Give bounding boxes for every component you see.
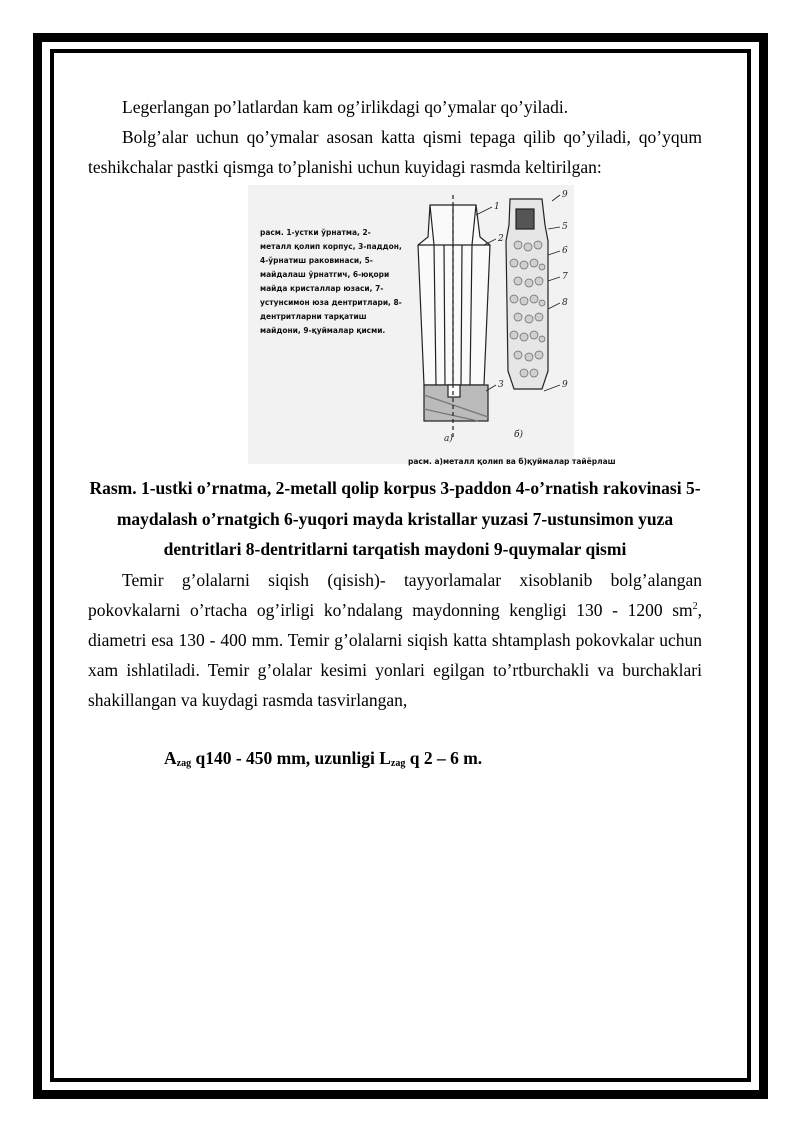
fig-num-4: 9	[562, 190, 568, 200]
fig-label-b: б)	[514, 430, 524, 440]
formula-end: q 2 – 6 m.	[405, 747, 483, 768]
paragraph-3-part-a: Temir g’olalarni siqish (qisish)- tayyorlamalar xisoblanib bolg’alangan pokovkalarni o’rtacha og’irligi ko’ndalang maydonning kengligi 130 - 1200 sm	[88, 569, 702, 620]
fig-num-9: 9	[562, 380, 568, 390]
paragraph-3	[88, 565, 702, 715]
figure-caption: Rasm. 1-ustki o’rnatma, 2-metall qolip korpus 3-paddon 4-o’rnatish rakovinasi 5-maydalash o’rnatgich 6-yuqori mayda kristallar yuzasi 7-ustunsimon yuza dentritlari 8-dentritlarni tarqatish maydoni 9-quymalar qismi	[89, 478, 701, 559]
formula-l-sub: zag	[390, 757, 406, 769]
figure-container	[88, 185, 702, 467]
formula-a: A	[164, 747, 177, 768]
paragraph-3-sup: 2	[692, 600, 698, 612]
figure-bottom-label: расм. а)металл қолип ва б)қуймалар тайёрлаш	[408, 457, 616, 466]
paragraph-2: Bolg’alar uchun qo’ymalar asosan katta qismi tepaga qilib qo’yiladi, qo’yqum teshikchalar pastki qismga to’planishi uchun kuyidagi rasmda keltirilgan:	[88, 127, 702, 177]
formula-mid: q140 - 450 mm, uzunligi L	[191, 747, 391, 768]
formula-line	[88, 743, 702, 779]
fig-num-6: 6	[562, 246, 568, 256]
fig-num-1: 1	[494, 202, 500, 212]
mold-drawing	[248, 185, 574, 464]
paragraph-1: Legerlangan po’latlardan kam og’irlikdagi qo’ymalar qo’yiladi.	[122, 97, 569, 117]
fig-num-5: 5	[562, 222, 568, 232]
fig-num-3: 3	[498, 380, 504, 390]
formula-a-sub: zag	[176, 757, 192, 769]
fig-num-7: 7	[562, 272, 568, 282]
paragraph-3-part-b: , diametri esa 130 - 400 mm. Temir g’olalarni siqish katta shtamplash pokovkalar uchun xam ishlatiladi. Temir g’olalar kesimi yonlari egilgan to’rtburchakli va burchaklari shakillangan va kuydagi rasmda tasvirlangan,	[88, 599, 702, 710]
ingot-mold-figure	[248, 185, 616, 466]
figure-legend: расм. 1-устки ўрнатма, 2-металл қолип корпус, 3-паддон, 4-ўрнатиш раковинаси, 5-майдалаш ўрнатгич, 6-юқори майда кристаллар юзаси, 7-устунсимон юза дентритлари, 8-дентритларни тарқатиш майдони, 9-қуймалар қисми.	[260, 227, 402, 335]
fig-label-a: а)	[444, 434, 453, 444]
fig-num-2: 2	[498, 234, 504, 244]
document-body	[88, 92, 702, 779]
fig-num-8: 8	[562, 298, 568, 308]
